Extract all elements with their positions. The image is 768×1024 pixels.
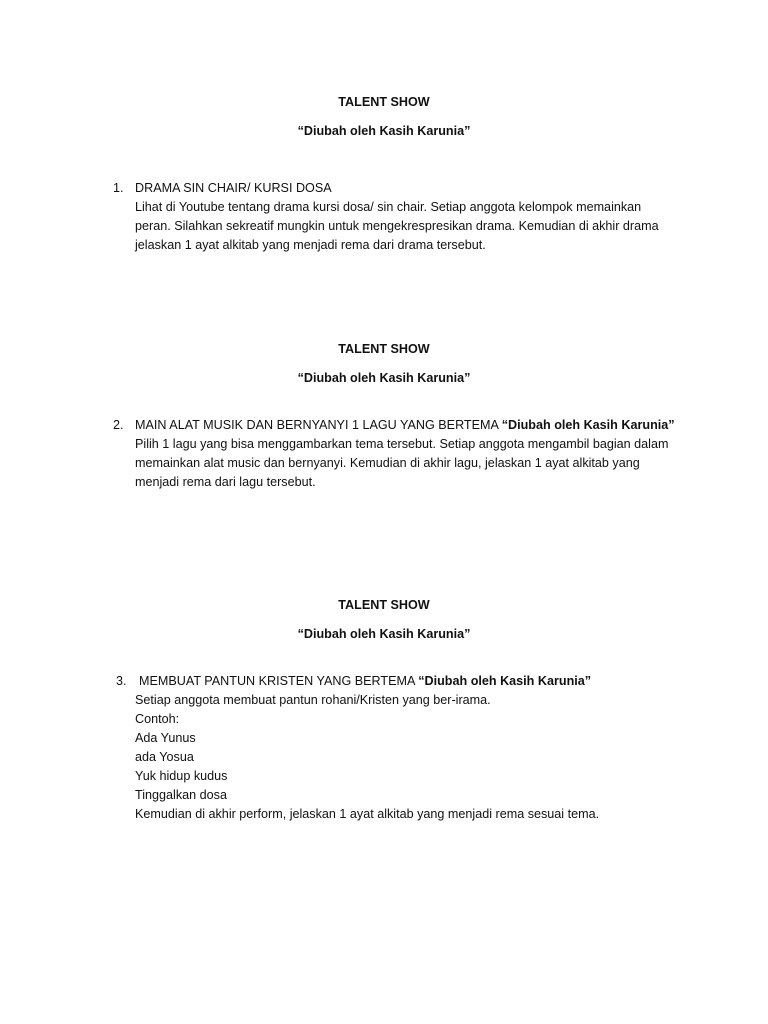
section-3-line-5: Yuk hidup kudus	[135, 769, 228, 783]
section-2-line-3: menjadi rema dari lagu tersebut.	[135, 475, 316, 489]
section-2-line-2: memainkan alat music dan bernyanyi. Kemudian di akhir lagu, jelaskan 1 ayat alkitab yang	[135, 456, 640, 470]
section-1-number: 1.	[113, 181, 124, 195]
section-1-subheading: “Diubah oleh Kasih Karunia”	[297, 124, 471, 138]
section-1-line-3: jelaskan 1 ayat alkitab yang menjadi rema dari drama tersebut.	[135, 238, 486, 252]
section-3-line-2: Contoh:	[135, 712, 180, 726]
section-3-title-line	[139, 672, 591, 691]
section-3-line-1: Setiap anggota membuat pantun rohani/Kristen yang ber-irama.	[135, 693, 491, 707]
section-3-body	[135, 691, 599, 824]
section-3-line-3: Ada Yunus	[135, 731, 196, 745]
section-3-number: 3.	[116, 674, 127, 688]
section-3-line-7: Kemudian di akhir perform, jelaskan 1 ayat alkitab yang menjadi rema sesuai tema.	[135, 807, 600, 821]
section-2-subheading: “Diubah oleh Kasih Karunia”	[297, 371, 471, 385]
section-2-line-1: Pilih 1 lagu yang bisa menggambarkan tema tersebut. Setiap anggota mengambil bagian dalam	[135, 437, 669, 451]
section-2-title-line	[135, 416, 675, 435]
section-1-body	[135, 179, 659, 255]
section-3-subheading: “Diubah oleh Kasih Karunia”	[297, 627, 471, 641]
section-2-title: MAIN ALAT MUSIK DAN BERNYANYI 1 LAGU YANG BERTEMA	[135, 418, 502, 432]
section-1-line-1: Lihat di Youtube tentang drama kursi dosa/ sin chair. Setiap anggota kelompok memainkan	[135, 200, 642, 214]
section-2-number: 2.	[113, 418, 124, 432]
section-2-title-theme: “Diubah oleh Kasih Karunia”	[501, 418, 675, 432]
section-2-body	[135, 416, 675, 492]
section-1-heading: TALENT SHOW	[338, 95, 430, 109]
section-3-line-6: Tinggalkan dosa	[135, 788, 227, 802]
section-3-title-theme: “Diubah oleh Kasih Karunia”	[418, 674, 592, 688]
section-3-line-4: ada Yosua	[135, 750, 194, 764]
section-1-title: DRAMA SIN CHAIR/ KURSI DOSA	[135, 181, 332, 195]
section-2-heading: TALENT SHOW	[338, 342, 430, 356]
section-3-heading: TALENT SHOW	[338, 598, 430, 612]
section-1-line-2: peran. Silahkan sekreatif mungkin untuk mengekrespresikan drama. Kemudian di akhir drama	[135, 219, 659, 233]
section-3-title: MEMBUAT PANTUN KRISTEN YANG BERTEMA	[139, 674, 419, 688]
